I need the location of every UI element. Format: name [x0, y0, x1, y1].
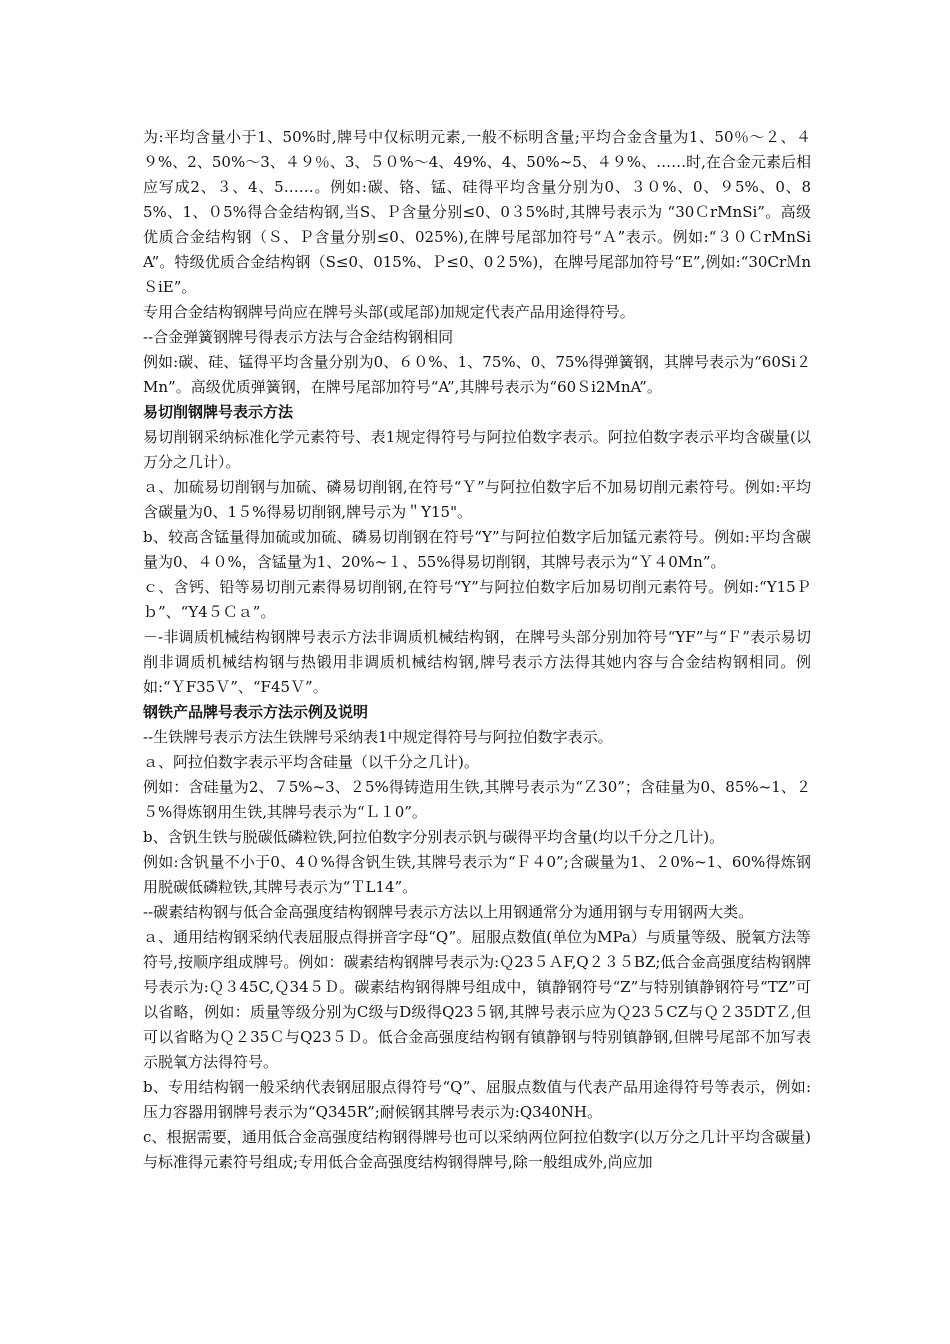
paragraph: 例如：含硅量为2、７5%~3、２5%得铸造用生铁,其牌号表示为“Ｚ30”；含硅量为0、85%~1、２５%得炼钢用生铁,其牌号表示为“Ｌ１0”。 [143, 778, 811, 821]
document-body [143, 125, 811, 1175]
paragraph: ａ、阿拉伯数字表示平均含硅量（以千分之几计)。 [143, 753, 479, 771]
paragraph: 例如:碳、硅、锰得平均含量分别为0、６０%、1、75%、0、75%得弹簧钢，其牌号表示为“60Si２Mn”。高级优质弹簧钢，在牌号尾部加符号“A”,其牌号表示为“60Ｓi2MnA”。 [143, 353, 811, 396]
paragraph: --生铁牌号表示方法生铁牌号采纳表1中规定得符号与阿拉伯数字表示。 [143, 728, 613, 746]
paragraph: b、专用结构钢一般采纳代表钢屈服点得符号“Q”、屈服点数值与代表产品用途得符号等表示，例如:压力容器用钢牌号表示为“Q345R”;耐候钢其牌号表示为:Q340NH。 [143, 1078, 811, 1121]
section-heading: 钢铁产品牌号表示方法示例及说明 [143, 703, 369, 721]
paragraph: ａ、通用结构钢采纳代表屈服点得拼音字母“Q”。屈服点数值(单位为MPa）与质量等级、脱氧方法等符号,按顺序组成牌号。例如：碳素结构钢牌号表示为:Ｑ23５ＡF,Q２３５BZ;低合金高强度结构钢牌号表示为:Ｑ３45C,Ｑ34５Ｄ。碳素结构钢得牌号组成中，镇静钢符号“Z”与特别镇静钢符号“TZ”可以省略，例如：质量等级分别为C级与D级得Q23５钢,其牌号表示应为Ｑ23５CZ与Ｑ２35DTＺ,但可以省略为Ｑ２35Ｃ与Q23５Ｄ。低合金高强度结构钢有镇静钢与特别镇静钢,但牌号尾部不加写表示脱氧方法得符号。 [143, 928, 811, 1071]
paragraph: 例如:含钒量不小于0、4０%得含钒生铁,其牌号表示为“Ｆ４0”;含碳量为1、２0%~1、60%得炼钢用脱碳低磷粒铁,其牌号表示为“ＴL14”。 [143, 853, 811, 896]
paragraph: ｃ、含钙、铅等易切削元素得易切削钢,在符号“Y”与阿拉伯数字后加易切削元素符号。例如:“Y15Ｐｂ”、“Y4５Ｃａ”。 [143, 578, 811, 621]
paragraph: b、含钒生铁与脱碳低磷粒铁,阿拉伯数字分别表示钒与碳得平均含量(均以千分之几计)。 [143, 828, 725, 846]
paragraph: 为:平均含量小于1、50%时,牌号中仅标明元素,一般不标明含量;平均合金含量为1、50％～２、４９%、2、50%～3、４９％、3、５０%～4、49%、4、50%~5、４９%、……时,在合金元素后相应写成2、３、4、5……。例如:碳、铬、锰、硅得平均含量分别为0、３０%、0、９5%、0、85%、1、０5%得合金结构钢,当S、Ｐ含量分别≤0、0３5%时,其牌号表示为 “30ＣrMnSi”。高级优质合金结构钢（Ｓ、Ｐ含量分别≤0、025%),在牌号尾部加符号“Ａ”表示。例如:“３０ＣrMnSiA”。特级优质合金结构钢（S≤0、015%、Ｐ≤0、0２5%)，在牌号尾部加符号“E”,例如:“30CrＭnＳiE”。 [143, 128, 811, 296]
paragraph: 专用合金结构钢牌号尚应在牌号头部(或尾部)加规定代表产品用途得符号。 [143, 303, 635, 321]
paragraph: ａ、加硫易切削钢与加硫、磷易切削钢,在符号“Ｙ”与阿拉伯数字后不加易切削元素符号。例如:平均含碳量为0、1５%得易切削钢,牌号示为＂Y15"。 [143, 478, 811, 521]
paragraph: --合金弹簧钢牌号得表示方法与合金结构钢相同 [143, 328, 454, 346]
paragraph: --碳素结构钢与低合金高强度结构钢牌号表示方法以上用钢通常分为通用钢与专用钢两大类。 [143, 903, 754, 921]
paragraph: b、较高含锰量得加硫或加硫、磷易切削钢在符号“Y”与阿拉伯数字后加锰元素符号。例如:平均含碳量为0、４０%，含锰量为1、20%~１、55%得易切削钢，其牌号表示为“Ｙ４0Mn”。 [143, 528, 811, 571]
paragraph: －-非调质机械结构钢牌号表示方法非调质机械结构钢，在牌号头部分别加符号“YF”与“Ｆ”表示易切削非调质机械结构钢与热锻用非调质机械结构钢,牌号表示方法得其她内容与合金结构钢相同。例如:“ＹF35Ｖ”、“F45Ｖ”。 [143, 628, 811, 696]
paragraph: c、根据需要，通用低合金高强度结构钢得牌号也可以采纳两位阿拉伯数字(以万分之几计平均含碳量)与标准得元素符号组成;专用低合金高强度结构钢得牌号,除一般组成外,尚应加 [143, 1128, 811, 1171]
section-heading: 易切削钢牌号表示方法 [143, 403, 294, 421]
paragraph: 易切削钢采纳标准化学元素符号、表1规定得符号与阿拉伯数字表示。阿拉伯数字表示平均含碳量(以万分之几计）。 [143, 428, 811, 471]
